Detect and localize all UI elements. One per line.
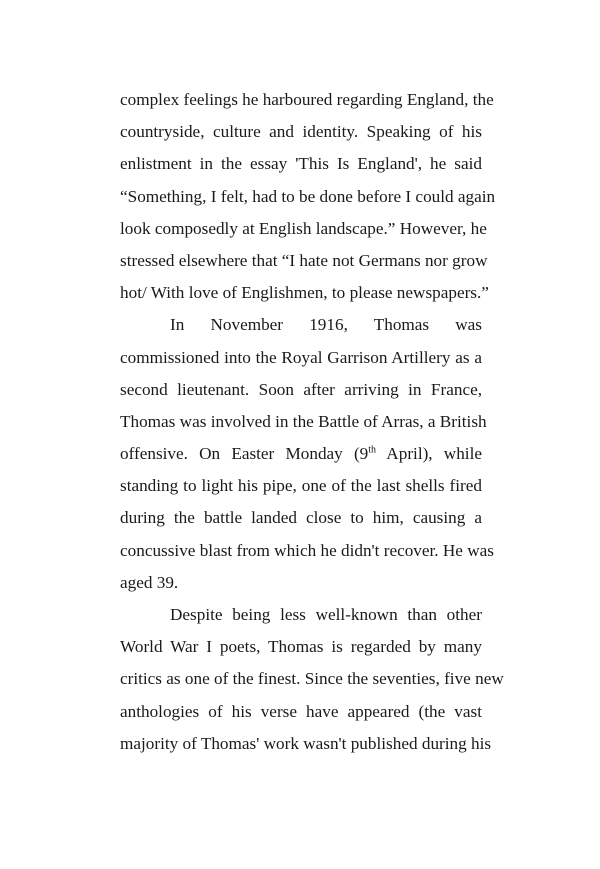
text-line: second lieutenant. Soon after arriving in France, (120, 379, 482, 399)
text-line: hot/ With love of Englishmen, to please newspapers.” (120, 283, 489, 303)
text-line: complex feelings he harboured regarding England, the (120, 90, 494, 109)
text-line: during the battle landed close to him, causing a (120, 508, 482, 528)
text-line: aged 39. (120, 572, 179, 592)
text-line: look composedly at English landscape.” However, he (120, 218, 487, 238)
text-line: stressed elsewhere that “I hate not Germans nor grow (120, 250, 488, 270)
text-line: enlistment in the essay 'This Is England', he said (120, 154, 482, 174)
text-line: anthologies of his verse have appeared (the vast (120, 701, 482, 721)
text-line: Thomas was involved in the Battle of Arras, a British (120, 411, 487, 431)
text-line: World War I poets, Thomas is regarded by many (120, 637, 482, 657)
text-segment: April), while (376, 444, 482, 464)
text-line-with-superscript (120, 438, 482, 470)
text-line: majority of Thomas' work wasn't published during his (120, 733, 492, 753)
paragraph-enlistment (120, 84, 496, 309)
text-line: countryside, culture and identity. Speaking of his (120, 122, 482, 142)
paragraph-death (120, 309, 494, 599)
text-line: concussive blast from which he didn't recover. He was (120, 540, 494, 560)
text-line: standing to light his pipe, one of the last shells fired (120, 476, 482, 496)
text-line: In November 1916, Thomas was (170, 315, 482, 335)
text-line: critics as one of the finest. Since the seventies, five new (120, 669, 504, 689)
text-segment: offensive. On Easter Monday (9 (120, 444, 369, 464)
text-line: commissioned into the Royal Garrison Artillery as a (120, 347, 482, 367)
paragraph-legacy (120, 599, 504, 760)
body-text (120, 84, 504, 760)
text-line: “Something, I felt, had to be done before I could again (120, 186, 496, 206)
text-line: Despite being less well-known than other (170, 605, 482, 624)
ordinal-superscript: th (368, 444, 377, 456)
